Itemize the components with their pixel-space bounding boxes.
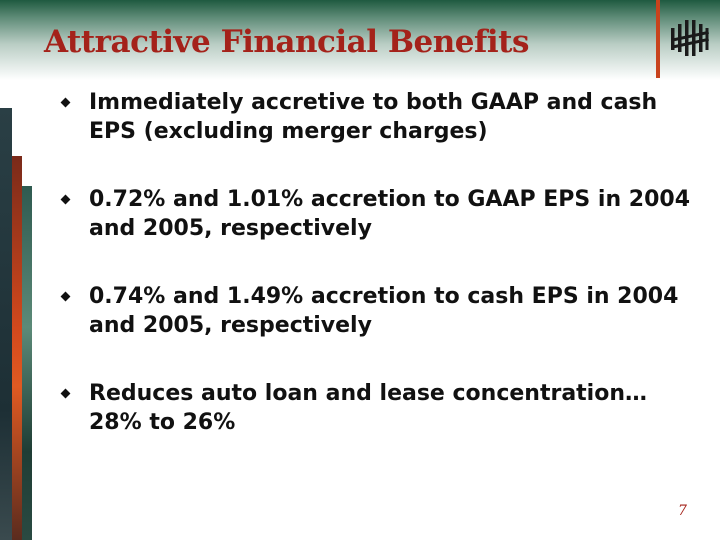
- decorative-side-bars: [0, 108, 32, 540]
- diamond-bullet-icon: [61, 195, 71, 205]
- bullet-list: [62, 88, 702, 476]
- bullet-text: Reduces auto loan and lease concentration… 28% to 26%: [89, 381, 647, 435]
- header-divider: [656, 0, 660, 78]
- bullet-text: 0.72% and 1.01% accretion to GAAP EPS in 2004 and 2005, respectively: [89, 187, 691, 241]
- huntington-logo-icon: [669, 18, 709, 58]
- diamond-bullet-icon: [61, 389, 71, 399]
- bullet-item: [62, 88, 702, 146]
- bullet-text: Immediately accretive to both GAAP and cash EPS (excluding merger charges): [89, 90, 658, 144]
- diamond-bullet-icon: [61, 292, 71, 302]
- bullet-item: [62, 185, 702, 243]
- diamond-bullet-icon: [61, 98, 71, 108]
- slide-title: Attractive Financial Benefits: [44, 24, 529, 60]
- page-number: 7: [678, 503, 687, 519]
- bullet-item: [62, 379, 702, 437]
- bullet-item: [62, 282, 702, 340]
- bullet-text: 0.74% and 1.49% accretion to cash EPS in 2004 and 2005, respectively: [89, 284, 679, 338]
